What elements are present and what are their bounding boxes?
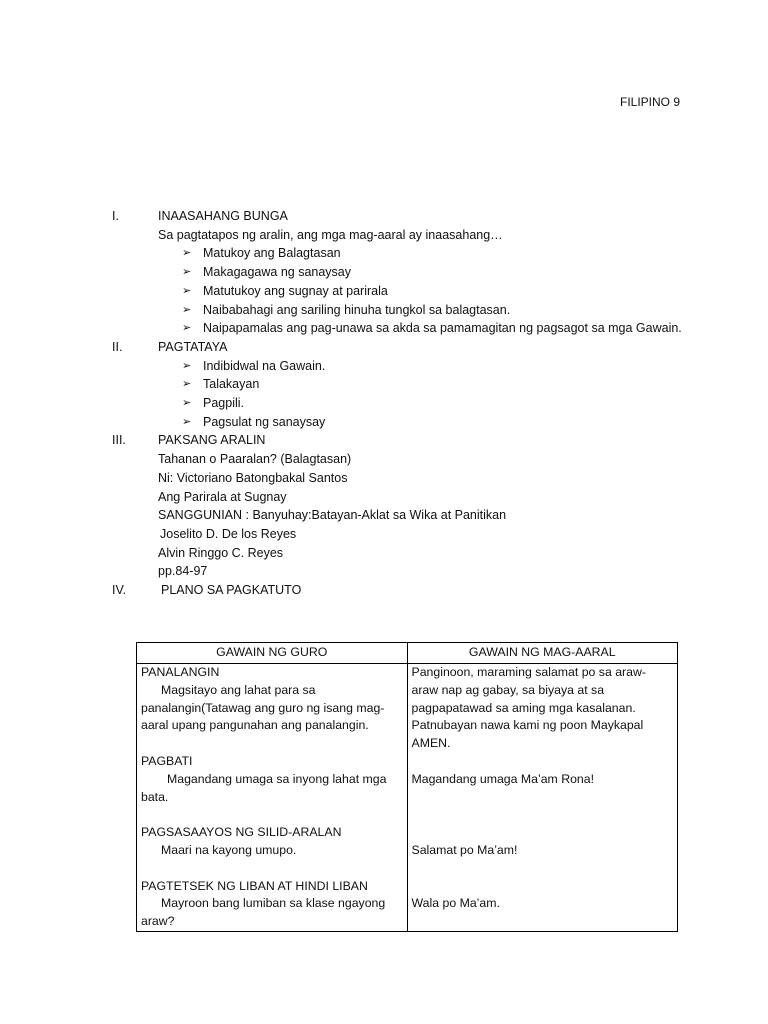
teacher-activities-cell [137,664,408,932]
response-text: Salamat po Ma’am! [411,842,518,857]
list-item: ➢ Indibidwal na Gawain. [158,357,768,376]
response-text: araw nap ag gabay, sa biyaya at sa [411,682,605,697]
arrow-bullet-icon: ➢ [182,378,192,391]
list-item: ➢ Naipapamalas ang pag-unawa sa akda sa pamamagitan ng pagsagot sa mga Gawain. [158,319,768,338]
objectives-list [158,244,768,338]
column-header-mag-aaral: GAWAIN NG MAG-AARAL [407,643,678,664]
activity-text: Magandang umaga sa inyong lahat mga [167,771,387,786]
learning-plan-table [136,642,678,932]
response-text: Patnubayan nawa kami ng poon Maykapal [411,718,644,733]
response-text: AMEN. [411,736,451,751]
section-intro: Sa pagtatapos ng aralin, ang mga mag-aaral ay inaasahang… [158,227,503,242]
list-item: ➢ Pagpili. [158,394,768,413]
topic-line: pp.84-97 [158,564,208,579]
activity-text: panalangin(Tatawag ang guro ng isang mag- [141,700,385,715]
section-title: PAKSANG ARALIN [158,433,266,448]
subject-header: FILIPINO 9 [620,95,681,109]
section-title: INAASAHANG BUNGA [158,209,288,223]
section-number: III. [112,433,126,448]
arrow-bullet-icon: ➢ [182,415,192,428]
response-text: pagpapatawad sa aming mga kasalanan. [411,700,636,715]
activity-text: bata. [141,789,169,804]
list-item: ➢ Naibabahagi ang sariling hinuha tungkol sa balagtasan. [158,301,768,320]
topic-line: Alvin Ringgo C. Reyes [158,545,284,560]
response-text: Magandang umaga Ma’am Rona! [411,771,595,786]
section-number: I. [112,209,119,223]
section-number: II. [112,339,123,354]
activity-text: Magsitayo ang lahat para sa [161,682,316,697]
list-item: ➢ Talakayan [158,375,768,394]
arrow-bullet-icon: ➢ [182,266,192,279]
section-title: PAGTATAYA [158,339,228,354]
topic-line: Ni: Victoriano Batongbakal Santos [158,470,348,485]
section-2 [0,338,768,432]
list-item: ➢ Matukoy ang Balagtasan [158,244,768,263]
section-title: PLANO SA PAGKATUTO [161,583,302,598]
arrow-bullet-icon: ➢ [182,247,192,260]
activity-text: araw? [141,914,175,929]
section-number: IV. [112,583,127,598]
student-activities-cell [407,664,678,932]
arrow-bullet-icon: ➢ [182,397,192,410]
activity-label: PAGTETSEK NG LIBAN AT HINDI LIBAN [141,878,368,893]
topic-line: SANGGUNIAN : Banyuhay:Batayan-Aklat sa Wika at Panitikan [158,508,507,523]
list-item: ➢ Pagsulat ng sanaysay [158,413,768,432]
topic-line: Ang Parirala at Sugnay [158,489,287,504]
list-item: ➢ Matutukoy ang sugnay at parirala [158,282,768,301]
table-row [137,664,678,932]
response-text: Panginoon, maraming salamat po sa araw- [411,665,646,679]
arrow-bullet-icon: ➢ [182,322,192,335]
list-item: ➢ Makagagawa ng sanaysay [158,263,768,282]
lesson-outline [0,207,768,600]
assessment-list [158,357,768,432]
topic-line: Joselito D. De los Reyes [160,526,297,541]
table-header-row [137,643,678,664]
response-text: Wala po Ma’am. [411,896,500,911]
column-header-guro: GAWAIN NG GURO [137,643,408,664]
section-3 [0,431,768,581]
section-1 [0,207,768,338]
topic-line: Tahanan o Paaralan? (Balagtasan) [158,452,352,467]
arrow-bullet-icon: ➢ [182,303,192,316]
activity-label: PAGSASAAYOS NG SILID-ARALAN [141,825,342,840]
activity-text: Mayroon bang lumiban sa klase ngayong [161,896,386,911]
arrow-bullet-icon: ➢ [182,284,192,297]
arrow-bullet-icon: ➢ [182,359,192,372]
activity-text: aaral upang pangunahan ang panalangin. [141,718,369,733]
activity-text: Maari na kayong umupo. [161,842,297,857]
section-4 [0,581,768,600]
activity-label: PANALANGIN [141,665,220,679]
activity-label: PAGBATI [141,753,193,768]
